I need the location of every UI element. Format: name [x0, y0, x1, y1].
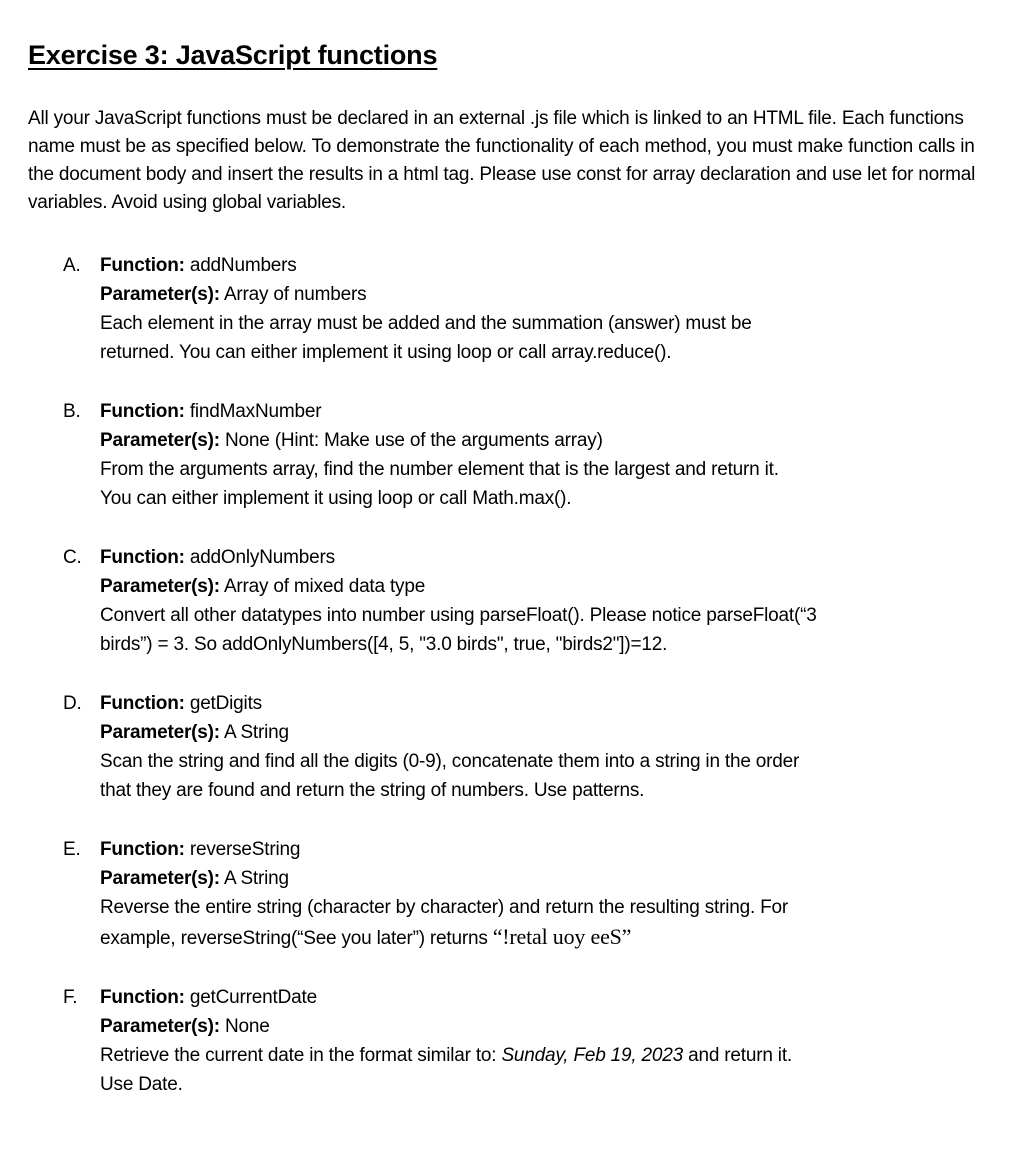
parameters-label: Parameter(s):	[100, 1016, 220, 1037]
function-line	[100, 543, 988, 572]
description-text: and return it.	[683, 1045, 792, 1066]
function-line	[100, 689, 988, 718]
intro-paragraph: All your JavaScript functions must be declared in an external .js file which is linked to an HTML file. Each functions name must be as specified below. To demonstrate the functionality of each method, you must make function calls in the document body and insert the results in a html tag. Please use const for array declaration and use let for normal variables. Avoid using global variables.	[28, 108, 976, 213]
parameters-line	[100, 572, 988, 601]
reversed-example: “!retal uoy eeS”	[492, 924, 632, 949]
function-line	[100, 835, 988, 864]
list-marker: A.	[63, 255, 81, 276]
parameters-value: A String	[223, 868, 289, 889]
list-item-find-max-number	[28, 397, 988, 513]
function-name: getCurrentDate	[189, 987, 317, 1008]
parameters-value: Array of mixed data type	[223, 576, 426, 597]
list-marker: D.	[63, 693, 82, 714]
description-text: example, reverseString(“See you later”) returns	[100, 928, 493, 949]
description-line: birds”) = 3. So addOnlyNumbers([4, 5, "3.0 birds", true, "birds2"])=12.	[100, 634, 668, 655]
list-marker: B.	[63, 401, 81, 422]
function-line	[100, 397, 988, 426]
parameters-line	[100, 426, 988, 455]
parameters-value: A String	[223, 722, 289, 743]
description-line	[100, 1041, 988, 1070]
parameters-label: Parameter(s):	[100, 576, 220, 597]
parameters-value: None	[225, 1016, 270, 1037]
parameters-line	[100, 718, 988, 747]
description-text: Retrieve the current date in the format similar to:	[100, 1045, 502, 1066]
function-label: Function:	[100, 401, 185, 422]
list-marker: E.	[63, 839, 81, 860]
parameters-value: Array of numbers	[223, 284, 367, 305]
parameters-label: Parameter(s):	[100, 430, 220, 451]
list-item-reverse-string	[28, 835, 988, 953]
description-line	[100, 922, 988, 953]
function-line	[100, 251, 988, 280]
parameters-line	[100, 864, 988, 893]
function-name: getDigits	[189, 693, 262, 714]
function-label: Function:	[100, 987, 185, 1008]
parameters-line	[100, 1012, 988, 1041]
date-example: Sunday, Feb 19, 2023	[501, 1045, 684, 1066]
function-name: reverseString	[189, 839, 301, 860]
document-page	[28, 36, 988, 1129]
list-item-add-only-numbers	[28, 543, 988, 659]
parameters-label: Parameter(s):	[100, 868, 220, 889]
function-line	[100, 983, 988, 1012]
description-line: From the arguments array, find the number element that is the largest and return it.	[100, 459, 779, 480]
parameters-value: None (Hint: Make use of the arguments array)	[225, 430, 603, 451]
list-item-add-numbers	[28, 251, 988, 367]
description-line: Each element in the array must be added and the summation (answer) must be	[100, 313, 752, 334]
list-item-get-current-date	[28, 983, 988, 1099]
parameters-label: Parameter(s):	[100, 284, 220, 305]
function-label: Function:	[100, 839, 185, 860]
description-line: You can either implement it using loop or call Math.max().	[100, 488, 572, 509]
function-label: Function:	[100, 693, 185, 714]
description-line: Scan the string and find all the digits (0-9), concatenate them into a string in the order	[100, 751, 800, 772]
description-line: Convert all other datatypes into number using parseFloat(). Please notice parseFloat(“3	[100, 605, 817, 626]
function-label: Function:	[100, 547, 185, 568]
list-item-get-digits	[28, 689, 988, 805]
parameters-label: Parameter(s):	[100, 722, 220, 743]
list-marker: C.	[63, 547, 82, 568]
function-label: Function:	[100, 255, 185, 276]
function-name: addOnlyNumbers	[189, 547, 335, 568]
function-name: addNumbers	[189, 255, 297, 276]
parameters-line	[100, 280, 988, 309]
function-list	[28, 251, 988, 1099]
list-marker: F.	[63, 987, 78, 1008]
description-line: Reverse the entire string (character by character) and return the resulting string. For	[100, 897, 789, 918]
description-line: Use Date.	[100, 1074, 183, 1095]
description-line: returned. You can either implement it using loop or call array.reduce().	[100, 342, 672, 363]
page-title: Exercise 3: JavaScript functions	[28, 40, 438, 70]
function-name: findMaxNumber	[189, 401, 322, 422]
description-line: that they are found and return the string of numbers. Use patterns.	[100, 780, 645, 801]
